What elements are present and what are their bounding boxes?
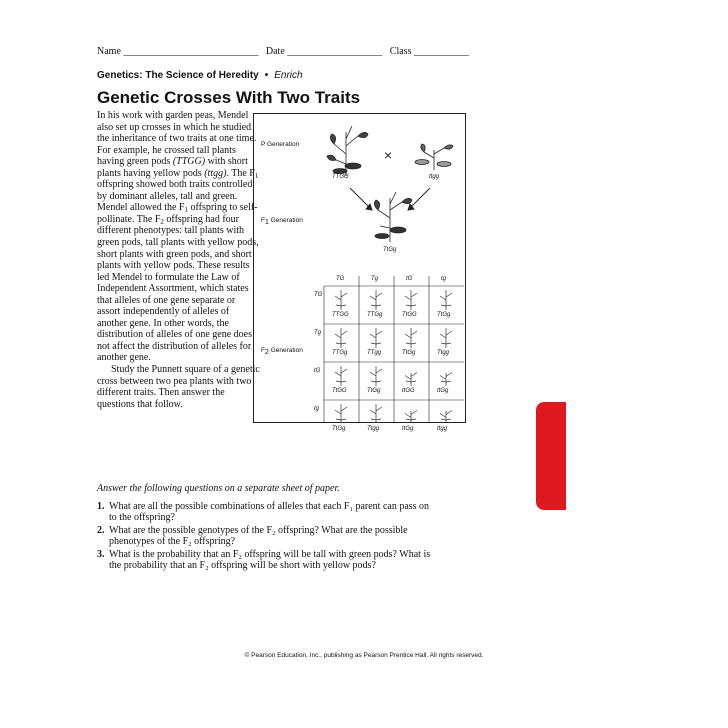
column-header: TG	[336, 276, 345, 282]
punnett-figure	[253, 113, 466, 432]
copyright-footer: © Pearson Education, Inc., publishing as Pearson Prentice Hall. All rights reserved.	[244, 652, 484, 659]
f1-generation-label: $F_1$ Generation	[261, 217, 303, 226]
parent-plant-short-icon	[415, 144, 453, 170]
intro-paragraph: In his work with garden peas, Mendel also set up crosses in which he studied the inheritance of two traits at one time. For example, he crossed tall plants having green pods (TTGG) with short plants having yellow pods (ttgg). The $F_1$ offspring showed both traits controlled by dominant alleles, tall and green. Mendel allowed the $F_1$ offspring to self-pollinate. The $F_2$ offspring had four different phenotypes: tall plants with green pods, tall plants with yellow pods, short plants with green pods, and short plants with yellow pods. These results led Mendel to formulate the Law of Independent Assortment, which states that alleles of one gene separate or assort independently of alleles of another gene. In other words, the distribution of alleles of one gene does not affect the distribution of alleles for another gene.	[97, 110, 259, 364]
chapter-tab	[521, 402, 566, 599]
column-header: tg	[441, 276, 447, 282]
intro-text	[97, 110, 260, 410]
figure-artwork	[254, 114, 465, 422]
offspring-genotype: TTGG	[332, 312, 349, 318]
f1-genotype: TtGg	[383, 247, 397, 253]
offspring-plant-icon	[405, 290, 417, 310]
class-blank[interactable]: ___________	[413, 46, 469, 57]
offspring-plant-icon	[405, 328, 417, 348]
question-text: What are all the possible combinations of alleles that each F₁ parent can pass on to the offspring?	[109, 501, 430, 524]
name-label: Name	[97, 46, 121, 57]
offspring-plant-icon	[335, 366, 347, 386]
f2-generation-label: $F_2$ Generation	[261, 347, 303, 356]
offspring-plant-icon	[370, 328, 382, 348]
offspring-genotype: TtGg	[332, 426, 346, 432]
chapter-tab-label	[521, 506, 539, 606]
question-item	[97, 549, 437, 572]
offspring-genotype: TtGG	[402, 312, 417, 318]
p-generation-label: P Generation	[261, 141, 300, 148]
instructions: Answer the following questions on a separate sheet of paper.	[97, 483, 340, 494]
question-text: What is the probability that an F₂ offspring will be tall with green pods? What is the probability that an F₂ offspring will be short with yellow pods?	[109, 548, 431, 572]
column-header: tG	[406, 276, 413, 282]
f1-plant-icon	[374, 192, 412, 242]
book-title: Genetics: The Science of Heredity	[97, 70, 259, 81]
offspring-genotype: TTGg	[332, 350, 348, 356]
name-blank[interactable]: ___________________________	[123, 46, 259, 57]
chapter-tab-line1: Genetics: The Science	[530, 513, 539, 599]
offspring-plant-icon	[440, 328, 452, 348]
offspring-plant-icon	[440, 373, 452, 387]
question-list	[97, 501, 437, 572]
parent2-genotype: ttgg	[429, 174, 440, 180]
cross-symbol: ×	[384, 147, 393, 163]
offspring-genotype: ttgg	[437, 426, 448, 432]
offspring-genotype: ttGg	[402, 426, 414, 432]
offspring-plant-icon	[370, 290, 382, 310]
offspring-genotype: TtGG	[332, 388, 347, 394]
parent1-genotype: TTGG	[332, 174, 349, 180]
parent-plant-tall-icon	[327, 126, 368, 176]
offspring-genotype: TTgg	[367, 350, 382, 356]
series-separator: •	[264, 70, 269, 81]
offspring-genotype: TtGg	[367, 388, 381, 394]
class-label: Class	[389, 46, 412, 57]
offspring-plant-icon	[440, 290, 452, 310]
offspring-genotype: Ttgg	[367, 426, 380, 432]
row-header: tg	[314, 406, 320, 412]
student-info-line	[97, 46, 469, 57]
offspring-genotype: Ttgg	[437, 350, 450, 356]
offspring-genotype: ttGG	[402, 388, 415, 394]
worksheet-type: Enrich	[274, 70, 303, 81]
offspring-plant-icon	[405, 411, 417, 423]
question-number: 1.	[97, 501, 105, 512]
offspring-genotype: TtGg	[402, 350, 416, 356]
question-number: 3.	[97, 548, 105, 560]
question-number: 2.	[97, 524, 105, 536]
question-item	[97, 501, 437, 524]
row-header: Tg	[314, 330, 322, 336]
offspring-plant-icon	[335, 404, 347, 422]
offspring-genotype: TtGg	[437, 312, 451, 318]
series-line	[97, 70, 303, 81]
chapter-tab-line2: of Heredity	[521, 535, 530, 577]
offspring-plant-icon	[335, 290, 347, 310]
offspring-genotype: TTGg	[367, 312, 383, 318]
question-text: What are the possible genotypes of the F₂ offspring? What are the possible phenotypes of the F₂ offspring?	[109, 524, 408, 548]
offspring-plant-icon	[405, 373, 417, 387]
offspring-genotype: ttGg	[437, 388, 449, 394]
punnett-paragraph: Study the Punnett square of a genetic cross between two pea plants with two different traits. Then answer the questions that follow.	[97, 364, 260, 410]
offspring-plant-icon	[370, 366, 382, 386]
offspring-plant-icon	[335, 328, 347, 348]
column-header: Tg	[371, 276, 379, 282]
offspring-plant-icons	[335, 290, 452, 422]
page-title: Genetic Crosses With Two Traits	[97, 88, 361, 107]
date-blank[interactable]: ___________________	[287, 46, 383, 57]
row-header: TG	[314, 292, 323, 298]
question-item	[97, 525, 437, 548]
row-header: tG	[314, 368, 321, 374]
date-label: Date	[265, 46, 285, 57]
offspring-plant-icon	[370, 404, 382, 422]
offspring-plant-icon	[440, 411, 452, 423]
